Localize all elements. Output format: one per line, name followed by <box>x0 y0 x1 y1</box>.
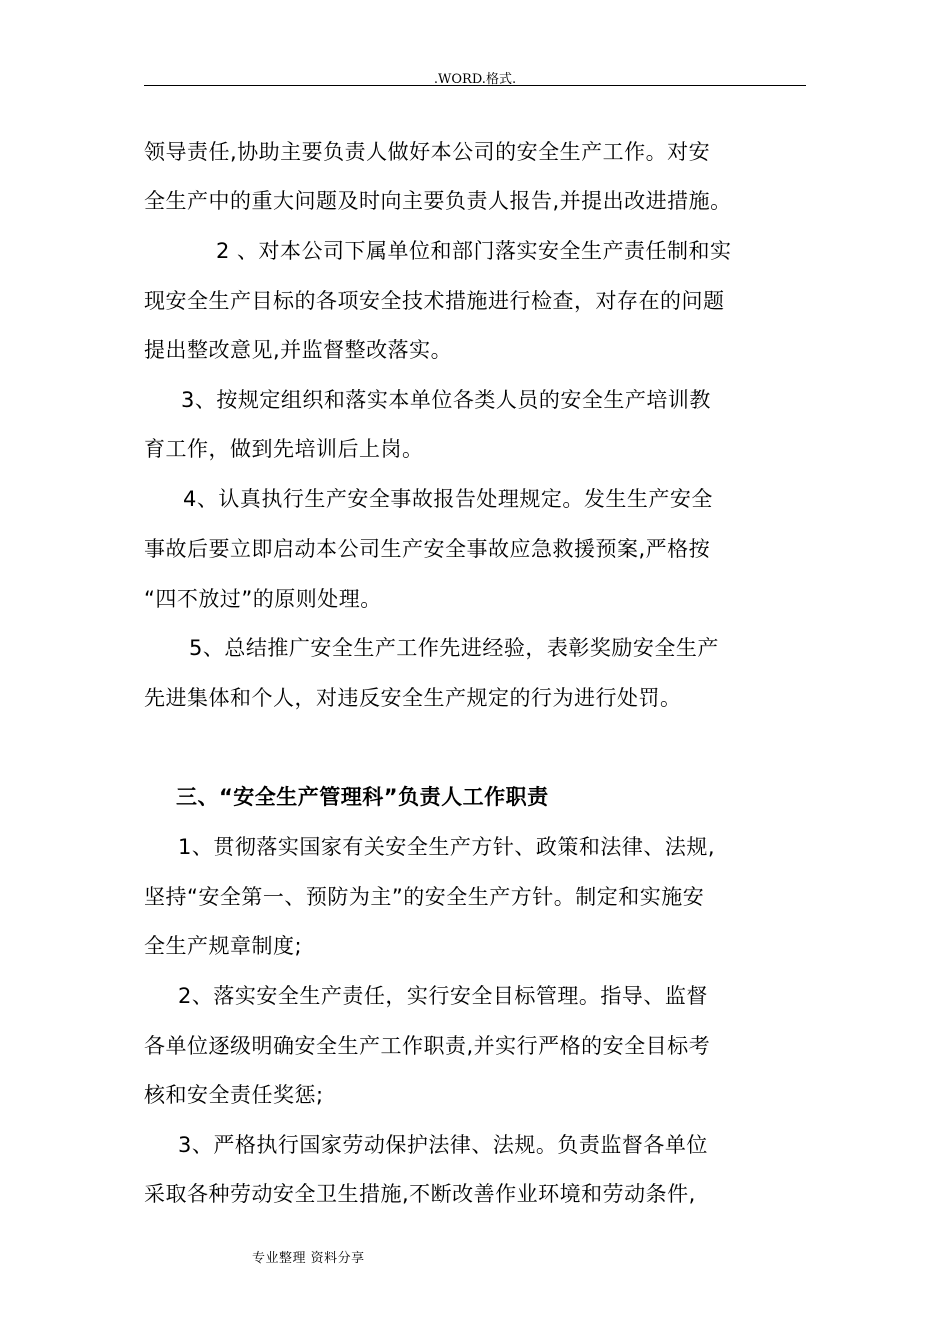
body-line: “四不放过”的原则处理。 <box>144 587 382 611</box>
body-line: 坚持“安全第一、预防为主”的安全生产方针。制定和实施安 <box>144 885 705 909</box>
body-line: 5、总结推广安全生产工作先进经验，表彰奖励安全生产 <box>189 636 719 660</box>
body-line: 3、严格执行国家劳动保护法律、法规。负责监督各单位 <box>178 1133 708 1157</box>
body-line: 全生产中的重大问题及时向主要负责人报告,并提出改进措施。 <box>144 189 732 213</box>
body-line: 采取各种劳动安全卫生措施,不断改善作业环境和劳动条件, <box>144 1182 696 1206</box>
page-header: .WORD.格式. <box>433 72 517 87</box>
header-divider <box>144 85 806 86</box>
body-line: 核和安全责任奖惩; <box>144 1083 324 1107</box>
section-heading: 三、“安全生产管理科”负责人工作职责 <box>176 785 549 809</box>
body-line: 事故后要立即启动本公司生产安全事故应急救援预案,严格按 <box>144 537 711 561</box>
body-line: 3、按规定组织和落实本单位各类人员的安全生产培训教 <box>181 388 711 412</box>
body-line: 1、贯彻落实国家有关安全生产方针、政策和法律、法规, <box>178 835 716 859</box>
body-line: 现安全生产目标的各项安全技术措施进行检查，对存在的问题 <box>144 289 725 313</box>
body-line: 领导责任,协助主要负责人做好本公司的安全生产工作。对安 <box>144 140 711 164</box>
body-line: 全生产规章制度; <box>144 934 303 958</box>
page-footer: 专业整理 资料分享 <box>252 1251 365 1266</box>
body-line: 育工作，做到先培训后上岗。 <box>144 437 424 461</box>
body-line: 2 、对本公司下属单位和部门落实安全生产责任制和实 <box>216 239 732 263</box>
body-line: 提出整改意见,并监督整改落实。 <box>144 338 453 362</box>
body-line: 2、落实安全生产责任，实行安全目标管理。指导、监督 <box>178 984 708 1008</box>
body-line: 各单位逐级明确安全生产工作职责,并实行严格的安全目标考 <box>144 1034 711 1058</box>
body-line: 先进集体和个人，对违反安全生产规定的行为进行处罚。 <box>144 686 682 710</box>
body-line: 4、认真执行生产安全事故报告处理规定。发生生产安全 <box>183 487 713 511</box>
